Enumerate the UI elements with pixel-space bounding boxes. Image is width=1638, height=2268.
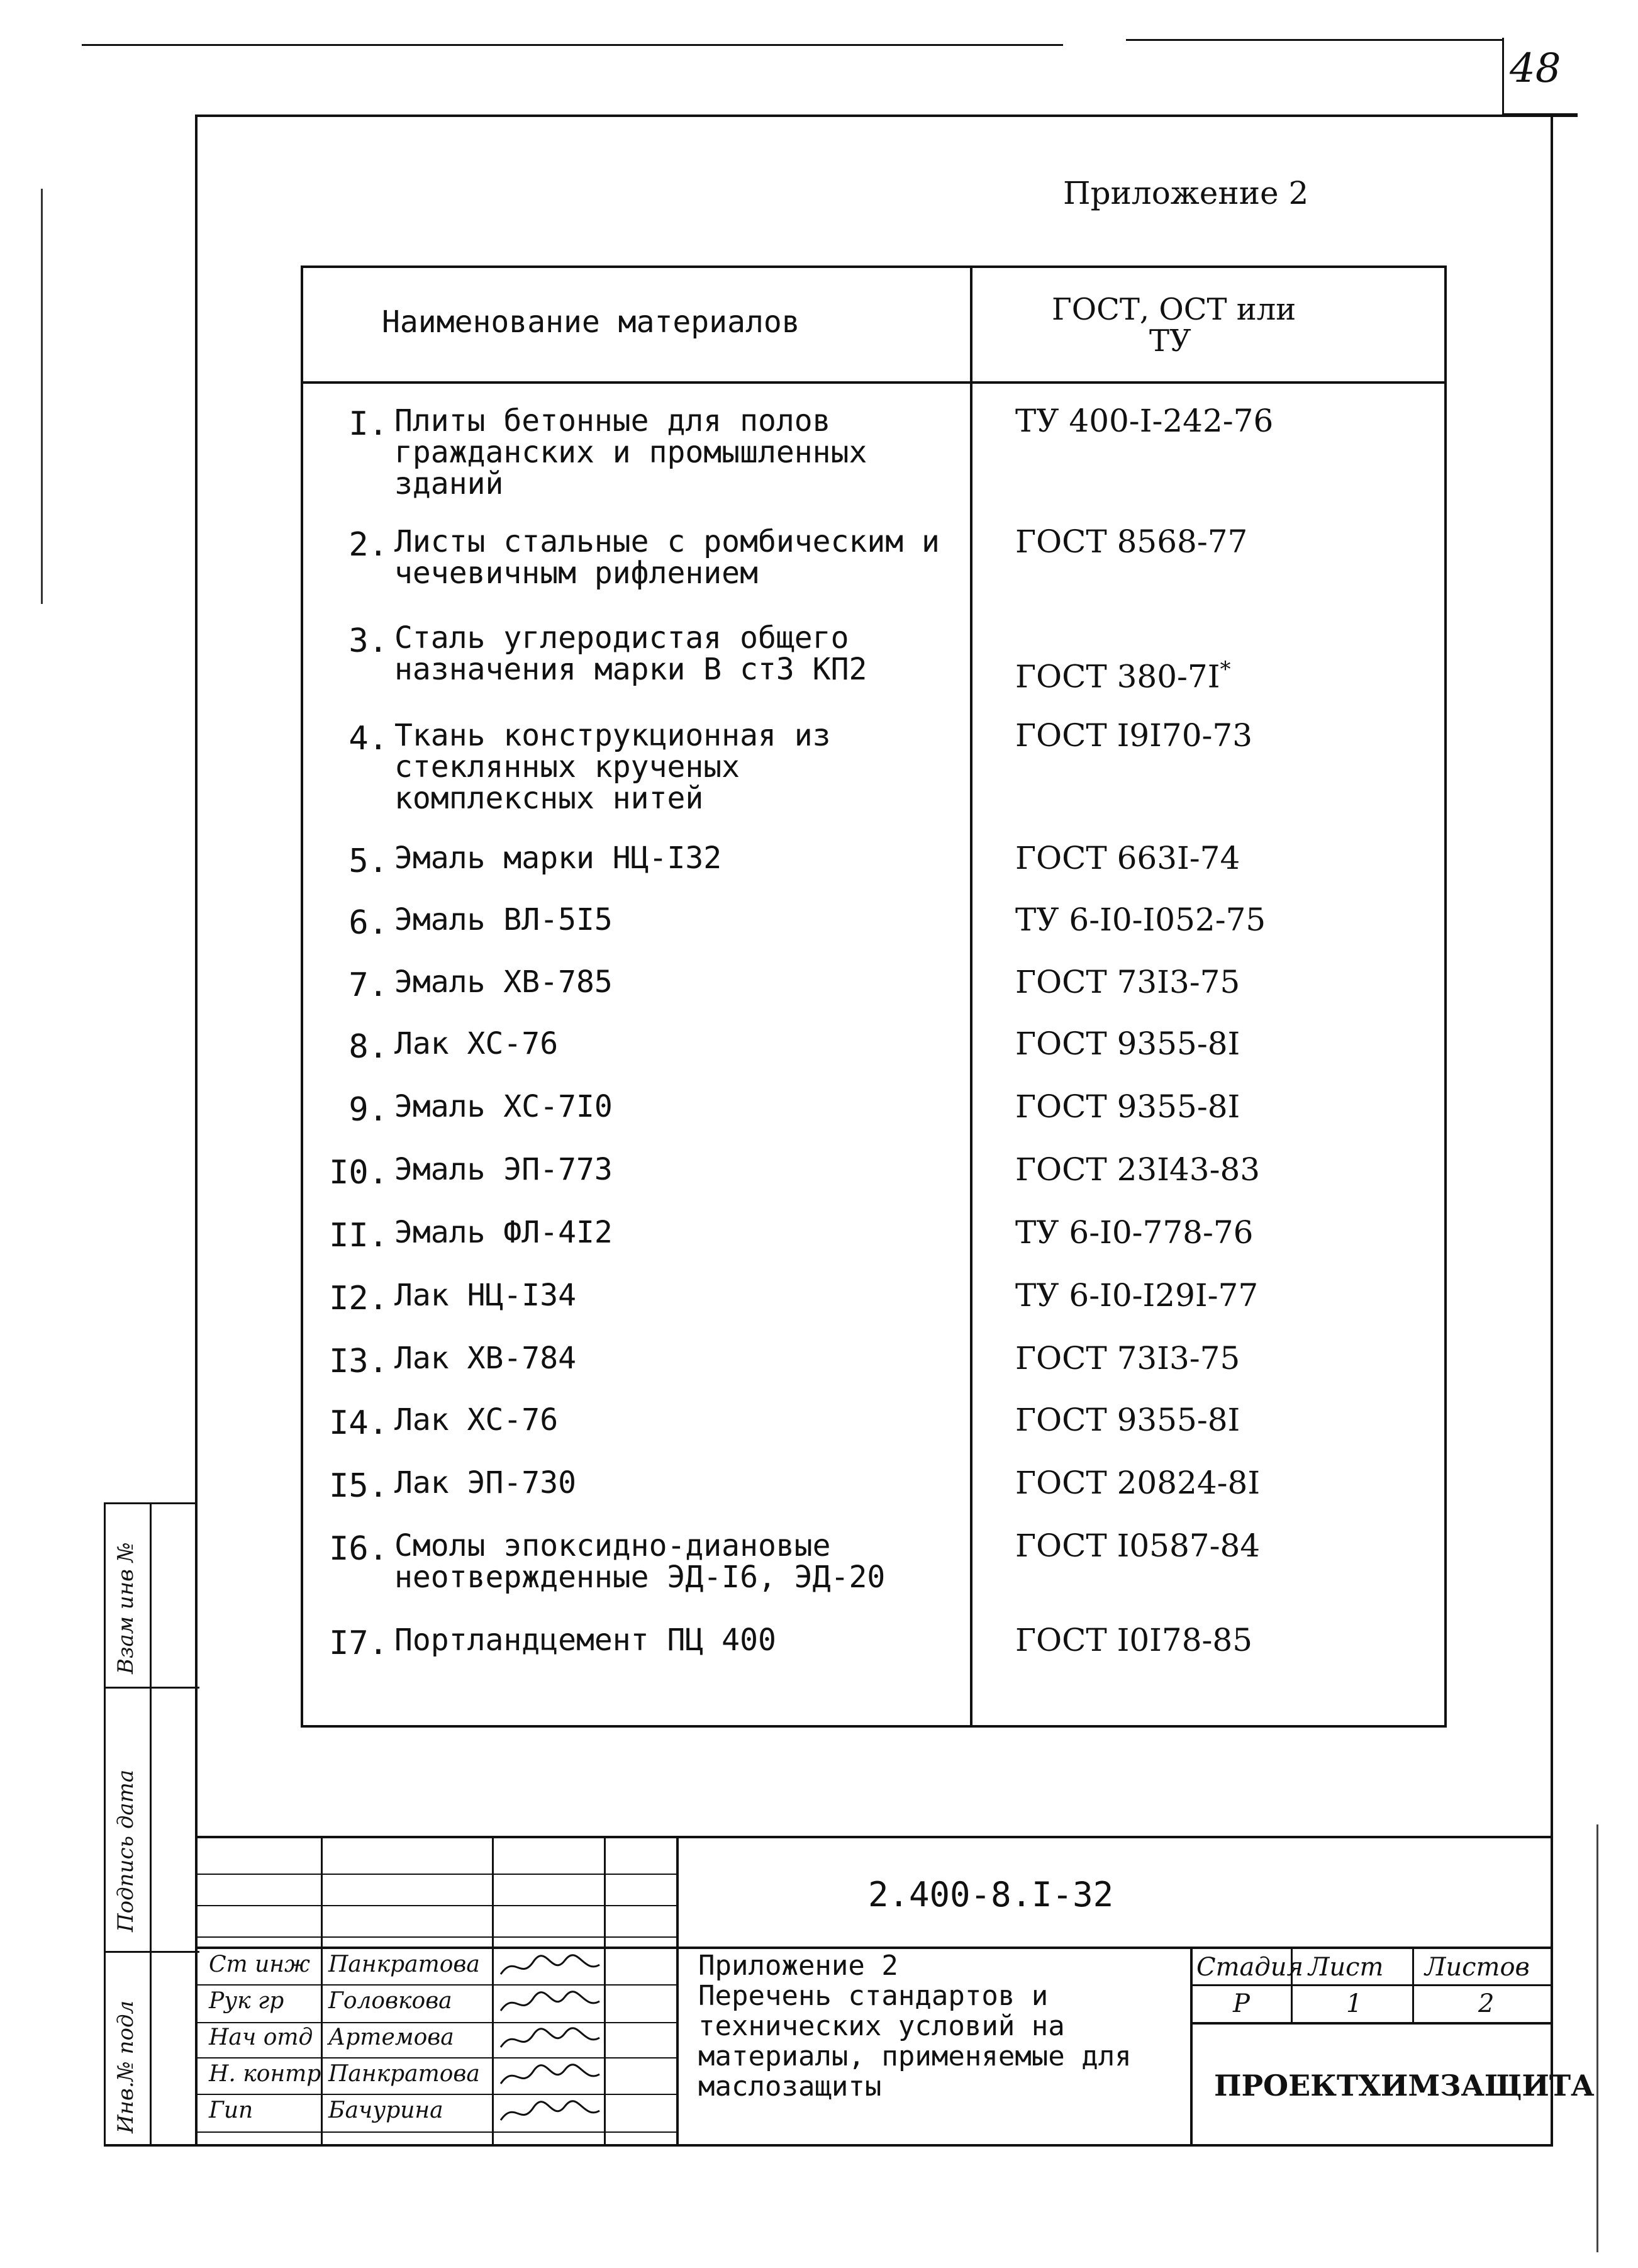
role-label: Н. контр	[209, 2061, 321, 2087]
header-materials: Наименование материалов	[382, 304, 800, 340]
row-number: 9.	[348, 1091, 388, 1129]
tb-h-small-3	[195, 1936, 676, 1938]
row-number: 2.	[348, 526, 388, 564]
tb-h-stage-2	[1190, 2022, 1553, 2025]
tb-personnel-line	[195, 2057, 676, 2059]
role-label: Гип	[209, 2098, 254, 2123]
doc-title-rest: Перечень стандартов и технических условий на материалы, применяемые для маслозащиты	[698, 1980, 1132, 2103]
row-standard-code-text: ГОСТ I0I78-85	[1015, 1622, 1253, 1658]
table-column-divider	[970, 268, 972, 1725]
signature	[496, 2095, 603, 2130]
person-name: Головкова	[328, 1988, 452, 2014]
row-number: I6.	[329, 1530, 388, 1568]
tb-top	[195, 1836, 1553, 1838]
person-name: Артемова	[328, 2025, 454, 2050]
row-number: 6.	[348, 904, 388, 942]
header-standard: ГОСТ, ОСТ или	[1052, 292, 1296, 327]
row-standard-code-text: ГОСТ 20824-8I	[1015, 1465, 1261, 1501]
role-label: Нач отд	[209, 2025, 313, 2050]
role-label: Рук гр	[209, 1988, 284, 2014]
row-standard-code-text: ГОСТ 663I-74	[1015, 840, 1240, 876]
code-mark: *	[1220, 657, 1231, 682]
row-material-name: Эмаль ХС-7I0	[394, 1089, 613, 1124]
row-number: I2.	[329, 1280, 388, 1317]
row-standard-code-text: ГОСТ 9355-8I	[1015, 1088, 1240, 1125]
row-standard-code-text: ГОСТ 23I43-83	[1015, 1151, 1261, 1188]
stage-value: Р	[1233, 1989, 1250, 2018]
person-name: Бачурина	[328, 2098, 443, 2123]
row-number: I3.	[329, 1343, 388, 1380]
row-number: 4.	[348, 720, 388, 757]
row-material-name: Лак ХС-76	[394, 1402, 559, 1438]
row-number: I.	[348, 405, 388, 443]
row-number: I7.	[329, 1624, 388, 1662]
role-label: Ст инж	[209, 1952, 310, 1977]
tb-v1	[321, 1836, 323, 2147]
row-material-name: Сталь углеродистая общего назначения марки В ст3 КП2	[394, 620, 867, 687]
table-header-divider	[303, 381, 1444, 384]
row-material-name: Лак ХВ-784	[394, 1341, 576, 1376]
row-standard-code	[1015, 1467, 1368, 1499]
row-material-name: Лак НЦ-I34	[394, 1278, 576, 1313]
side-stamp	[104, 1502, 198, 2147]
sheet-label: Лист	[1308, 1953, 1384, 1982]
side-stamp-row-2	[106, 1951, 199, 1953]
row-material-name: Листы стальные с ромбическим и чечевичным рифлением	[394, 524, 940, 591]
row-standard-code	[1015, 1528, 1368, 1564]
row-material-name: Эмаль ХВ-785	[394, 964, 613, 1000]
title-block	[195, 1836, 1595, 2147]
tb-v5	[1190, 1947, 1193, 2147]
right-margin-line	[1596, 1824, 1598, 2252]
row-standard-code-text: ТУ 400-I-242-76	[1015, 403, 1274, 439]
row-standard-code	[1015, 966, 1368, 998]
top-rule-right	[1126, 39, 1503, 41]
row-number: II.	[329, 1217, 388, 1254]
doc-code: 2.400-8.I-32	[868, 1875, 1114, 1914]
row-standard-code	[1015, 904, 1368, 936]
side-label-vzam: Взам инв №	[113, 1542, 138, 1674]
row-standard-code	[1015, 523, 1368, 560]
row-standard-code-text: ТУ 6-I0-I052-75	[1015, 902, 1266, 938]
row-material-name: Портландцемент ПЦ 400	[394, 1623, 776, 1658]
row-material-name: Лак ЭП-730	[394, 1465, 576, 1500]
left-margin-line	[41, 189, 43, 604]
row-material-name: Лак ХС-76	[394, 1026, 559, 1061]
person-name: Панкратова	[328, 1952, 480, 1977]
row-standard-code-text: ГОСТ 73I3-75	[1015, 1340, 1240, 1377]
row-standard-code	[1015, 1624, 1368, 1656]
row-standard-code	[1015, 654, 1368, 693]
tb-h-main	[195, 1947, 1553, 1949]
row-number: I5.	[329, 1467, 388, 1505]
row-standard-code	[1015, 717, 1368, 754]
organization-name: ПРОЕКТХИМЗАЩИТА	[1214, 2069, 1595, 2103]
page-number: 48	[1510, 45, 1561, 92]
row-standard-code	[1015, 1025, 1368, 1062]
side-label-inv: Инв.№ подл	[113, 2000, 138, 2133]
side-stamp-row-1	[106, 1687, 199, 1689]
doc-title-line1: Приложение 2	[698, 1950, 898, 1982]
row-number: I4.	[329, 1404, 388, 1442]
person-name: Панкратова	[328, 2061, 480, 2087]
signature	[496, 2059, 603, 2094]
side-label-podpis: Подпись дата	[113, 1769, 138, 1932]
row-material-name: Эмаль ФЛ-4I2	[394, 1215, 613, 1250]
sheets-value: 2	[1478, 1989, 1495, 2018]
tb-personnel-line	[195, 2131, 676, 2133]
row-standard-code-text: ГОСТ 380-7I	[1015, 658, 1220, 695]
side-stamp-divider	[150, 1504, 152, 2145]
row-standard-code-text: ГОСТ 73I3-75	[1015, 964, 1240, 1000]
row-number: 8.	[348, 1028, 388, 1066]
tb-v3	[604, 1836, 606, 2147]
stage-label: Стадия	[1196, 1953, 1303, 1982]
frame-top	[195, 115, 1578, 117]
sheet-value: 1	[1346, 1989, 1362, 2018]
signature	[496, 1949, 603, 1984]
row-number: 5.	[348, 842, 388, 880]
row-number: 3.	[348, 622, 388, 660]
tb-h-small-2	[195, 1905, 676, 1906]
row-standard-code-text: ГОСТ 9355-8I	[1015, 1025, 1240, 1062]
row-material-name: Эмаль марки НЦ-I32	[394, 841, 722, 876]
tb-personnel-line	[195, 1984, 676, 1986]
materials-table	[301, 265, 1447, 1728]
row-standard-code-text: ГОСТ I0587-84	[1015, 1528, 1261, 1564]
row-material-name: Ткань конструкционная из стеклянных крученых комплексных нитей	[394, 718, 831, 816]
row-standard-code-text: ТУ 6-I0-I29I-77	[1015, 1277, 1259, 1314]
row-standard-code	[1015, 1404, 1368, 1436]
row-standard-code-text: ГОСТ 8568-77	[1015, 523, 1248, 560]
top-rule-left	[82, 44, 1063, 46]
page-number-box-left	[1502, 38, 1504, 113]
row-standard-code	[1015, 1277, 1368, 1314]
header-standard-tu: ТУ	[1149, 323, 1191, 359]
row-standard-code	[1015, 1088, 1368, 1125]
tb-v4	[676, 1836, 679, 2147]
signature	[496, 2022, 603, 2057]
tb-v2	[492, 1836, 494, 2147]
row-standard-code-text: ГОСТ I9I70-73	[1015, 717, 1253, 754]
sheets-label: Листов	[1425, 1953, 1530, 1982]
appendix-label: Приложение 2	[1063, 175, 1309, 211]
row-material-name: Смолы эпоксидно-диановые неотвержденные ЭД-I6, ЭД-20	[394, 1528, 886, 1595]
row-standard-code-text: ГОСТ 9355-8I	[1015, 1402, 1240, 1438]
tb-personnel-line	[195, 2094, 676, 2095]
row-standard-code	[1015, 842, 1368, 874]
row-standard-code-text: ТУ 6-I0-778-76	[1015, 1214, 1254, 1251]
row-standard-code	[1015, 1214, 1368, 1251]
row-standard-code	[1015, 1340, 1368, 1377]
signature	[496, 1986, 603, 2021]
row-number: I0.	[329, 1154, 388, 1192]
row-standard-code	[1015, 405, 1368, 437]
tb-personnel-line	[195, 2022, 676, 2023]
row-material-name: Эмаль ЭП-773	[394, 1152, 613, 1187]
row-material-name: Эмаль ВЛ-5I5	[394, 902, 613, 937]
tb-h-small-1	[195, 1874, 676, 1875]
row-material-name: Плиты бетонные для полов гражданских и промышленных зданий	[394, 403, 867, 501]
tb-h-stage-1	[1190, 1984, 1553, 1986]
row-number: 7.	[348, 966, 388, 1004]
row-standard-code	[1015, 1151, 1368, 1188]
